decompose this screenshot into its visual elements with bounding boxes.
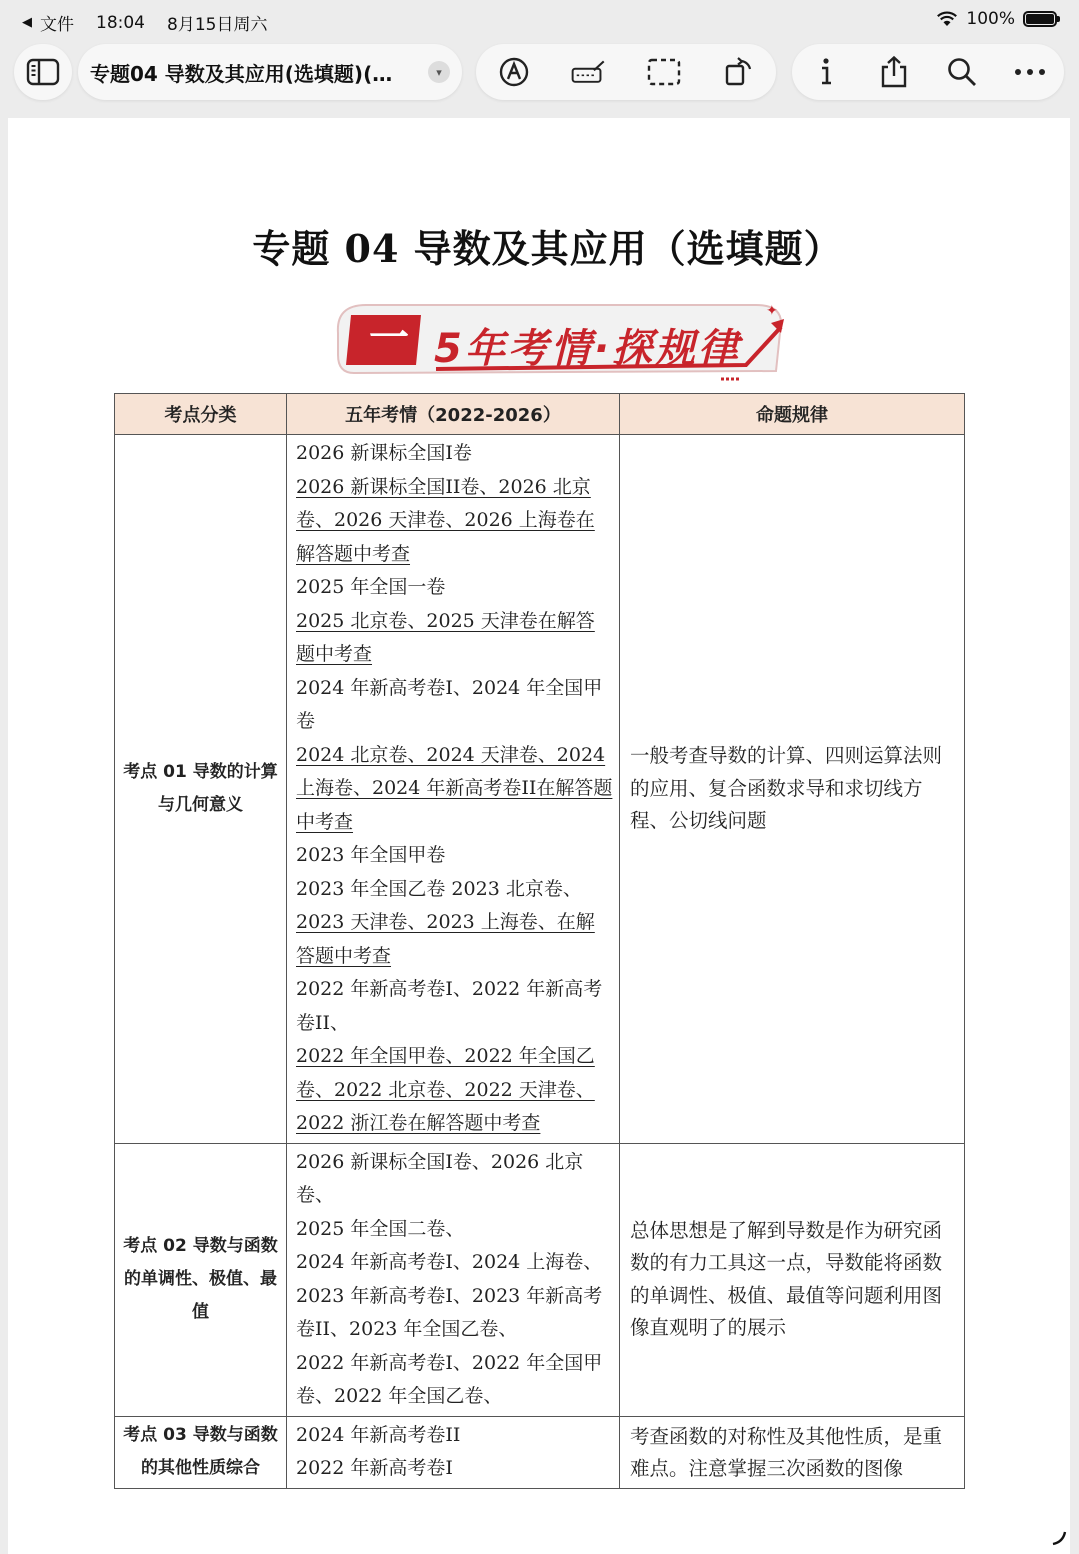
year-entry: 2025 年全国二卷、 — [296, 1217, 465, 1240]
markup-pen-icon[interactable] — [496, 54, 532, 90]
battery-percent: 100% — [966, 9, 1015, 29]
section-banner — [326, 293, 796, 388]
years-cell — [287, 1143, 620, 1416]
year-entry: 2024 年新高考卷I、2024 年全国甲卷 — [296, 676, 603, 732]
status-bar — [0, 0, 1079, 40]
banner-number: 一 — [369, 315, 409, 361]
markup-tools — [476, 44, 776, 100]
page-curl-icon[interactable] — [1049, 1526, 1069, 1546]
status-time: 18:04 — [96, 12, 145, 33]
rule-cell: 考查函数的对称性及其他性质，是重难点。注意掌握三次函数的图像 — [620, 1416, 965, 1488]
page-title: 专题 04 导数及其应用（选填题） — [252, 226, 843, 271]
header-category: 考点分类 — [115, 394, 287, 435]
document-title-pill[interactable] — [78, 44, 462, 100]
search-icon[interactable] — [944, 54, 980, 90]
banner-text: 5年考情·探规律 — [434, 326, 742, 372]
year-entry: 2023 天津卷、2023 上海卷、在解答题中考查 — [296, 911, 595, 967]
year-entry: 2022 年新高考卷I — [296, 1457, 453, 1479]
rotate-page-icon[interactable] — [721, 54, 757, 90]
year-entry: 2022 年新高考卷I、2022 年全国甲卷、2022 年全国乙卷、 — [296, 1351, 603, 1407]
battery-icon — [1023, 11, 1057, 27]
category-cell: 考点 03 导数与函数的其他性质综合 — [115, 1416, 287, 1488]
year-entry: 2025 年全国一卷 — [296, 576, 446, 598]
sidebar-toggle-button[interactable] — [14, 44, 72, 100]
share-icon[interactable] — [876, 54, 912, 90]
category-cell: 考点 02 导数与函数的单调性、极值、最值 — [115, 1143, 287, 1416]
year-entry: 2026 新课标全国I卷 — [296, 442, 472, 464]
select-region-icon[interactable] — [646, 54, 682, 90]
back-app-label[interactable]: 文件 — [40, 15, 74, 35]
back-triangle-icon[interactable]: ◀ — [22, 15, 32, 30]
year-entry: 2022 年全国甲卷、2022 年全国乙卷、2022 北京卷、2022 天津卷、2022 浙江卷在解答题中考查 — [296, 1045, 595, 1134]
year-entry: 2022 年新高考卷I、2022 年新高考卷II、 — [296, 978, 603, 1034]
pdf-page[interactable] — [8, 118, 1070, 1554]
status-right — [936, 9, 1057, 29]
syllabus-table — [114, 393, 965, 1489]
year-entry: 2023 年新高考卷I、2023 年新高考卷II、2023 年全国乙卷、 — [296, 1284, 603, 1340]
table-header-row — [115, 394, 965, 435]
svg-text:✦: ✦ — [766, 303, 778, 319]
year-entry: 2023 年全国乙卷 2023 北京卷、 — [296, 877, 582, 900]
table-row — [115, 1416, 965, 1488]
year-entry: 2024 年新高考卷I、2024 上海卷、 — [296, 1251, 603, 1273]
rule-cell: 一般考查导数的计算、四则运算法则的应用、复合函数求导和求切线方程、公切线问题 — [620, 435, 965, 1144]
years-cell — [287, 435, 620, 1144]
document-title[interactable]: 专题04 导数及其应用(选填题)(… — [90, 61, 393, 86]
status-left[interactable] — [22, 10, 267, 35]
year-entry: 2024 北京卷、2024 天津卷、2024 上海卷、2024 年新高考卷II在解答题中考查 — [296, 743, 613, 833]
table-row — [115, 435, 965, 1144]
info-icon[interactable] — [808, 54, 844, 90]
rule-cell: 总体思想是了解到导数是作为研究函数的有力工具这一点，导数能将函数的单调性、极值、最值等问题利用图像直观明了的展示 — [620, 1143, 965, 1416]
action-tools — [792, 44, 1064, 100]
wifi-icon — [936, 11, 958, 27]
more-options-icon[interactable] — [1012, 54, 1048, 90]
year-entry: 2024 年新高考卷II — [296, 1423, 461, 1446]
toolbar — [0, 44, 1079, 100]
sidebar-icon — [26, 58, 60, 86]
year-entry: 2026 新课标全国I卷、2026 北京卷、 — [296, 1150, 584, 1206]
header-years: 五年考情（2022-2026） — [287, 394, 620, 435]
table-row — [115, 1143, 965, 1416]
category-cell: 考点 01 导数的计算与几何意义 — [115, 435, 287, 1144]
year-entry: 2026 新课标全国II卷、2026 北京卷、2026 天津卷、2026 上海卷在解答题中考查 — [296, 475, 595, 565]
chevron-down-icon[interactable]: ▾ — [428, 61, 450, 83]
year-entry: 2025 北京卷、2025 天津卷在解答题中考查 — [296, 609, 595, 665]
years-cell — [287, 1416, 620, 1488]
year-entry: 2023 年全国甲卷 — [296, 844, 446, 866]
status-date: 8月15日周六 — [167, 15, 268, 35]
keyboard-pen-icon[interactable] — [571, 54, 607, 90]
header-rule: 命题规律 — [620, 394, 965, 435]
